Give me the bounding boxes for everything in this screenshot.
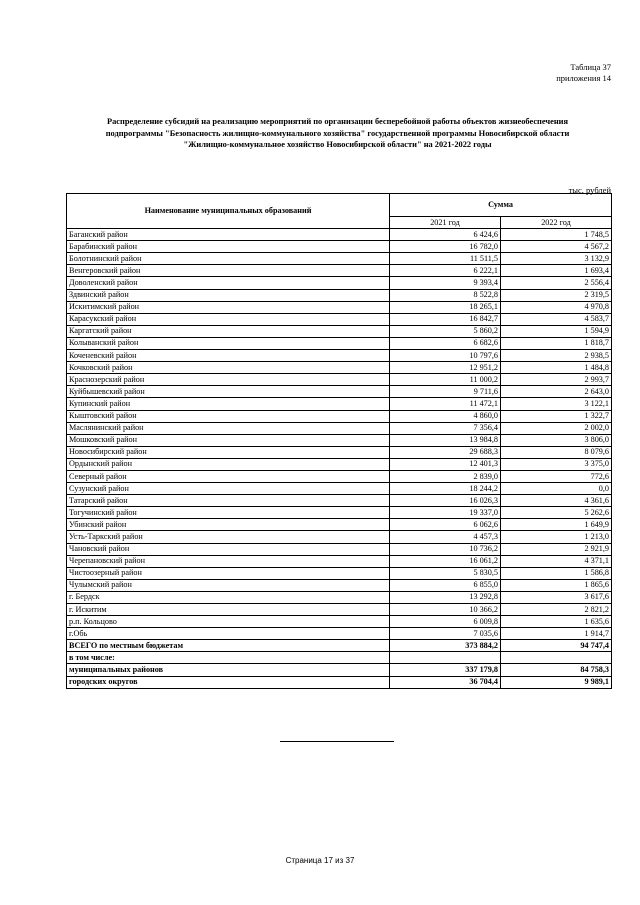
- row-name: Тогучинский район: [67, 507, 390, 519]
- table-row: [67, 301, 612, 313]
- urban-2021: 36 704,4: [390, 676, 501, 688]
- row-value-2022: 1 594,9: [501, 325, 612, 337]
- row-name: Барабинский район: [67, 241, 390, 253]
- row-name: Черепановский район: [67, 555, 390, 567]
- table-row: [67, 253, 612, 265]
- row-value-2022: 3 132,9: [501, 253, 612, 265]
- table-row: [67, 241, 612, 253]
- table-row: [67, 628, 612, 640]
- row-name: г.Обь: [67, 628, 390, 640]
- table-row: [67, 470, 612, 482]
- row-value-2021: 6 424,6: [390, 229, 501, 241]
- row-value-2021: 16 782,0: [390, 241, 501, 253]
- urban-2022: 9 989,1: [501, 676, 612, 688]
- column-header-2022: 2022 год: [501, 217, 612, 229]
- table-row: [67, 495, 612, 507]
- row-value-2021: 16 026,3: [390, 495, 501, 507]
- total-2022: 94 747,4: [501, 640, 612, 652]
- urban-row: [67, 676, 612, 688]
- title-line-2: подпрограммы "Безопасность жилищно-коммунального хозяйства" государственной программы Новосибирской области: [105, 128, 570, 138]
- row-value-2022: 1 914,7: [501, 628, 612, 640]
- row-value-2022: 2 921,9: [501, 543, 612, 555]
- table-row: [67, 289, 612, 301]
- row-value-2021: 16 061,2: [390, 555, 501, 567]
- row-name: Коченевский район: [67, 350, 390, 362]
- header-row: [67, 194, 612, 217]
- row-value-2022: 4 371,1: [501, 555, 612, 567]
- row-name: Кыштовский район: [67, 410, 390, 422]
- row-name: Новосибирский район: [67, 446, 390, 458]
- row-value-2022: 3 806,0: [501, 434, 612, 446]
- row-value-2021: 19 337,0: [390, 507, 501, 519]
- table-row: [67, 277, 612, 289]
- row-value-2022: 2 993,7: [501, 374, 612, 386]
- row-name: Куйбышевский район: [67, 386, 390, 398]
- including-label: в том числе:: [67, 652, 390, 664]
- row-name: Купинский район: [67, 398, 390, 410]
- row-name: г. Искитим: [67, 604, 390, 616]
- row-name: Маслянинский район: [67, 422, 390, 434]
- row-value-2022: 3 375,0: [501, 458, 612, 470]
- row-value-2021: 16 842,7: [390, 313, 501, 325]
- row-value-2022: 3 617,6: [501, 591, 612, 603]
- row-name: Убинский район: [67, 519, 390, 531]
- table-row: [67, 325, 612, 337]
- table-row: [67, 386, 612, 398]
- table-row: [67, 507, 612, 519]
- row-name: Кочковский район: [67, 362, 390, 374]
- municipal-label: муниципальных районов: [67, 664, 390, 676]
- table-row: [67, 604, 612, 616]
- table-row: [67, 519, 612, 531]
- row-value-2021: 11 472,1: [390, 398, 501, 410]
- row-value-2022: 1 322,7: [501, 410, 612, 422]
- column-header-name: Наименование муниципальных образований: [67, 194, 390, 229]
- row-value-2022: 4 583,7: [501, 313, 612, 325]
- total-label: ВСЕГО по местным бюджетам: [67, 640, 390, 652]
- row-name: Сузунский район: [67, 483, 390, 495]
- row-value-2022: 3 122,1: [501, 398, 612, 410]
- column-header-sum: Сумма: [390, 194, 612, 217]
- row-value-2022: 2 556,4: [501, 277, 612, 289]
- row-value-2021: 10 366,2: [390, 604, 501, 616]
- table-reference: [556, 62, 611, 84]
- row-value-2022: 8 079,6: [501, 446, 612, 458]
- row-name: Венгеровский район: [67, 265, 390, 277]
- row-value-2021: 18 244,2: [390, 483, 501, 495]
- row-value-2021: 2 839,0: [390, 470, 501, 482]
- table-row: [67, 579, 612, 591]
- row-name: Чулымский район: [67, 579, 390, 591]
- municipal-row: [67, 664, 612, 676]
- row-value-2021: 7 035,6: [390, 628, 501, 640]
- row-value-2022: 1 213,0: [501, 531, 612, 543]
- row-value-2021: 6 855,0: [390, 579, 501, 591]
- table-row: [67, 229, 612, 241]
- table-row: [67, 265, 612, 277]
- table-row: [67, 616, 612, 628]
- row-value-2021: 6 682,6: [390, 337, 501, 349]
- row-value-2021: 5 830,5: [390, 567, 501, 579]
- row-value-2021: 6 009,8: [390, 616, 501, 628]
- row-value-2022: 2 319,5: [501, 289, 612, 301]
- table-row: [67, 374, 612, 386]
- table-row: [67, 555, 612, 567]
- total-row: [67, 640, 612, 652]
- row-name: р.п. Кольцово: [67, 616, 390, 628]
- row-value-2021: 11 000,2: [390, 374, 501, 386]
- separator-line: [280, 741, 394, 742]
- document-title: [60, 116, 615, 151]
- table-row: [67, 410, 612, 422]
- row-value-2021: 12 401,3: [390, 458, 501, 470]
- table-row: [67, 543, 612, 555]
- appendix-number: приложения 14: [556, 73, 611, 83]
- row-name: Карасукский район: [67, 313, 390, 325]
- row-value-2022: 2 938,5: [501, 350, 612, 362]
- row-value-2021: 18 265,1: [390, 301, 501, 313]
- municipal-2021: 337 179,8: [390, 664, 501, 676]
- table-row: [67, 434, 612, 446]
- table-row: [67, 337, 612, 349]
- row-value-2022: 2 821,2: [501, 604, 612, 616]
- including-row: [67, 652, 612, 664]
- table-row: [67, 398, 612, 410]
- row-value-2021: 9 393,4: [390, 277, 501, 289]
- table-number: Таблица 37: [570, 62, 611, 72]
- row-value-2021: 10 797,6: [390, 350, 501, 362]
- municipal-2022: 84 758,3: [501, 664, 612, 676]
- row-value-2021: 8 522,8: [390, 289, 501, 301]
- row-name: Болотнинский район: [67, 253, 390, 265]
- row-name: Колыванский район: [67, 337, 390, 349]
- table-row: [67, 362, 612, 374]
- units-label: тыс. рублей: [568, 185, 611, 195]
- row-value-2021: 4 457,3: [390, 531, 501, 543]
- row-value-2022: 1 649,9: [501, 519, 612, 531]
- row-name: Мошковский район: [67, 434, 390, 446]
- row-value-2021: 13 984,8: [390, 434, 501, 446]
- table-body: [67, 229, 612, 689]
- table-row: [67, 531, 612, 543]
- row-value-2021: 9 711,6: [390, 386, 501, 398]
- row-name: Чистоозерный район: [67, 567, 390, 579]
- table-row: [67, 591, 612, 603]
- row-value-2021: 5 860,2: [390, 325, 501, 337]
- row-value-2021: 7 356,4: [390, 422, 501, 434]
- table-row: [67, 458, 612, 470]
- row-value-2021: 10 736,2: [390, 543, 501, 555]
- table-row: [67, 567, 612, 579]
- row-value-2022: 1 818,7: [501, 337, 612, 349]
- row-value-2021: 29 688,3: [390, 446, 501, 458]
- row-value-2022: 2 002,0: [501, 422, 612, 434]
- table-row: [67, 313, 612, 325]
- row-name: Краснозерский район: [67, 374, 390, 386]
- row-value-2022: 1 748,5: [501, 229, 612, 241]
- row-value-2022: 1 693,4: [501, 265, 612, 277]
- table-row: [67, 483, 612, 495]
- row-name: Здвинский район: [67, 289, 390, 301]
- total-2021: 373 884,2: [390, 640, 501, 652]
- row-value-2022: 2 643,0: [501, 386, 612, 398]
- row-name: Усть-Таркский район: [67, 531, 390, 543]
- row-name: Чановский район: [67, 543, 390, 555]
- row-value-2021: 6 222,1: [390, 265, 501, 277]
- row-name: Баганский район: [67, 229, 390, 241]
- row-value-2022: 4 361,6: [501, 495, 612, 507]
- row-value-2021: 11 511,5: [390, 253, 501, 265]
- table-row: [67, 422, 612, 434]
- table-row: [67, 350, 612, 362]
- row-name: Каргатский район: [67, 325, 390, 337]
- row-value-2022: 772,6: [501, 470, 612, 482]
- row-value-2022: 4 970,8: [501, 301, 612, 313]
- row-value-2022: 1 865,6: [501, 579, 612, 591]
- row-value-2022: 1 484,8: [501, 362, 612, 374]
- row-value-2022: 4 567,2: [501, 241, 612, 253]
- row-name: Ордынский район: [67, 458, 390, 470]
- row-name: Татарский район: [67, 495, 390, 507]
- title-line-3: "Жилищно-коммунальное хозяйство Новосибирской области" на 2021-2022 годы: [183, 140, 492, 149]
- row-name: Искитимский район: [67, 301, 390, 313]
- row-value-2022: 1 635,6: [501, 616, 612, 628]
- table-row: [67, 446, 612, 458]
- row-name: г. Бердск: [67, 591, 390, 603]
- row-value-2021: 6 062,6: [390, 519, 501, 531]
- subsidy-table: [66, 193, 612, 689]
- row-name: Северный район: [67, 470, 390, 482]
- row-value-2022: 5 262,6: [501, 507, 612, 519]
- row-name: Доволенский район: [67, 277, 390, 289]
- row-value-2022: 1 586,8: [501, 567, 612, 579]
- row-value-2021: 12 951,2: [390, 362, 501, 374]
- row-value-2021: 13 292,8: [390, 591, 501, 603]
- row-value-2021: 4 860,0: [390, 410, 501, 422]
- page-number: Страница 17 из 37: [285, 856, 355, 865]
- title-line-1: Распределение субсидий на реализацию мероприятий по организации бесперебойной работы объектов жизнеобеспечения: [106, 117, 569, 126]
- urban-label: городских округов: [67, 676, 390, 688]
- column-header-2021: 2021 год: [390, 217, 501, 229]
- row-value-2022: 0,0: [501, 483, 612, 495]
